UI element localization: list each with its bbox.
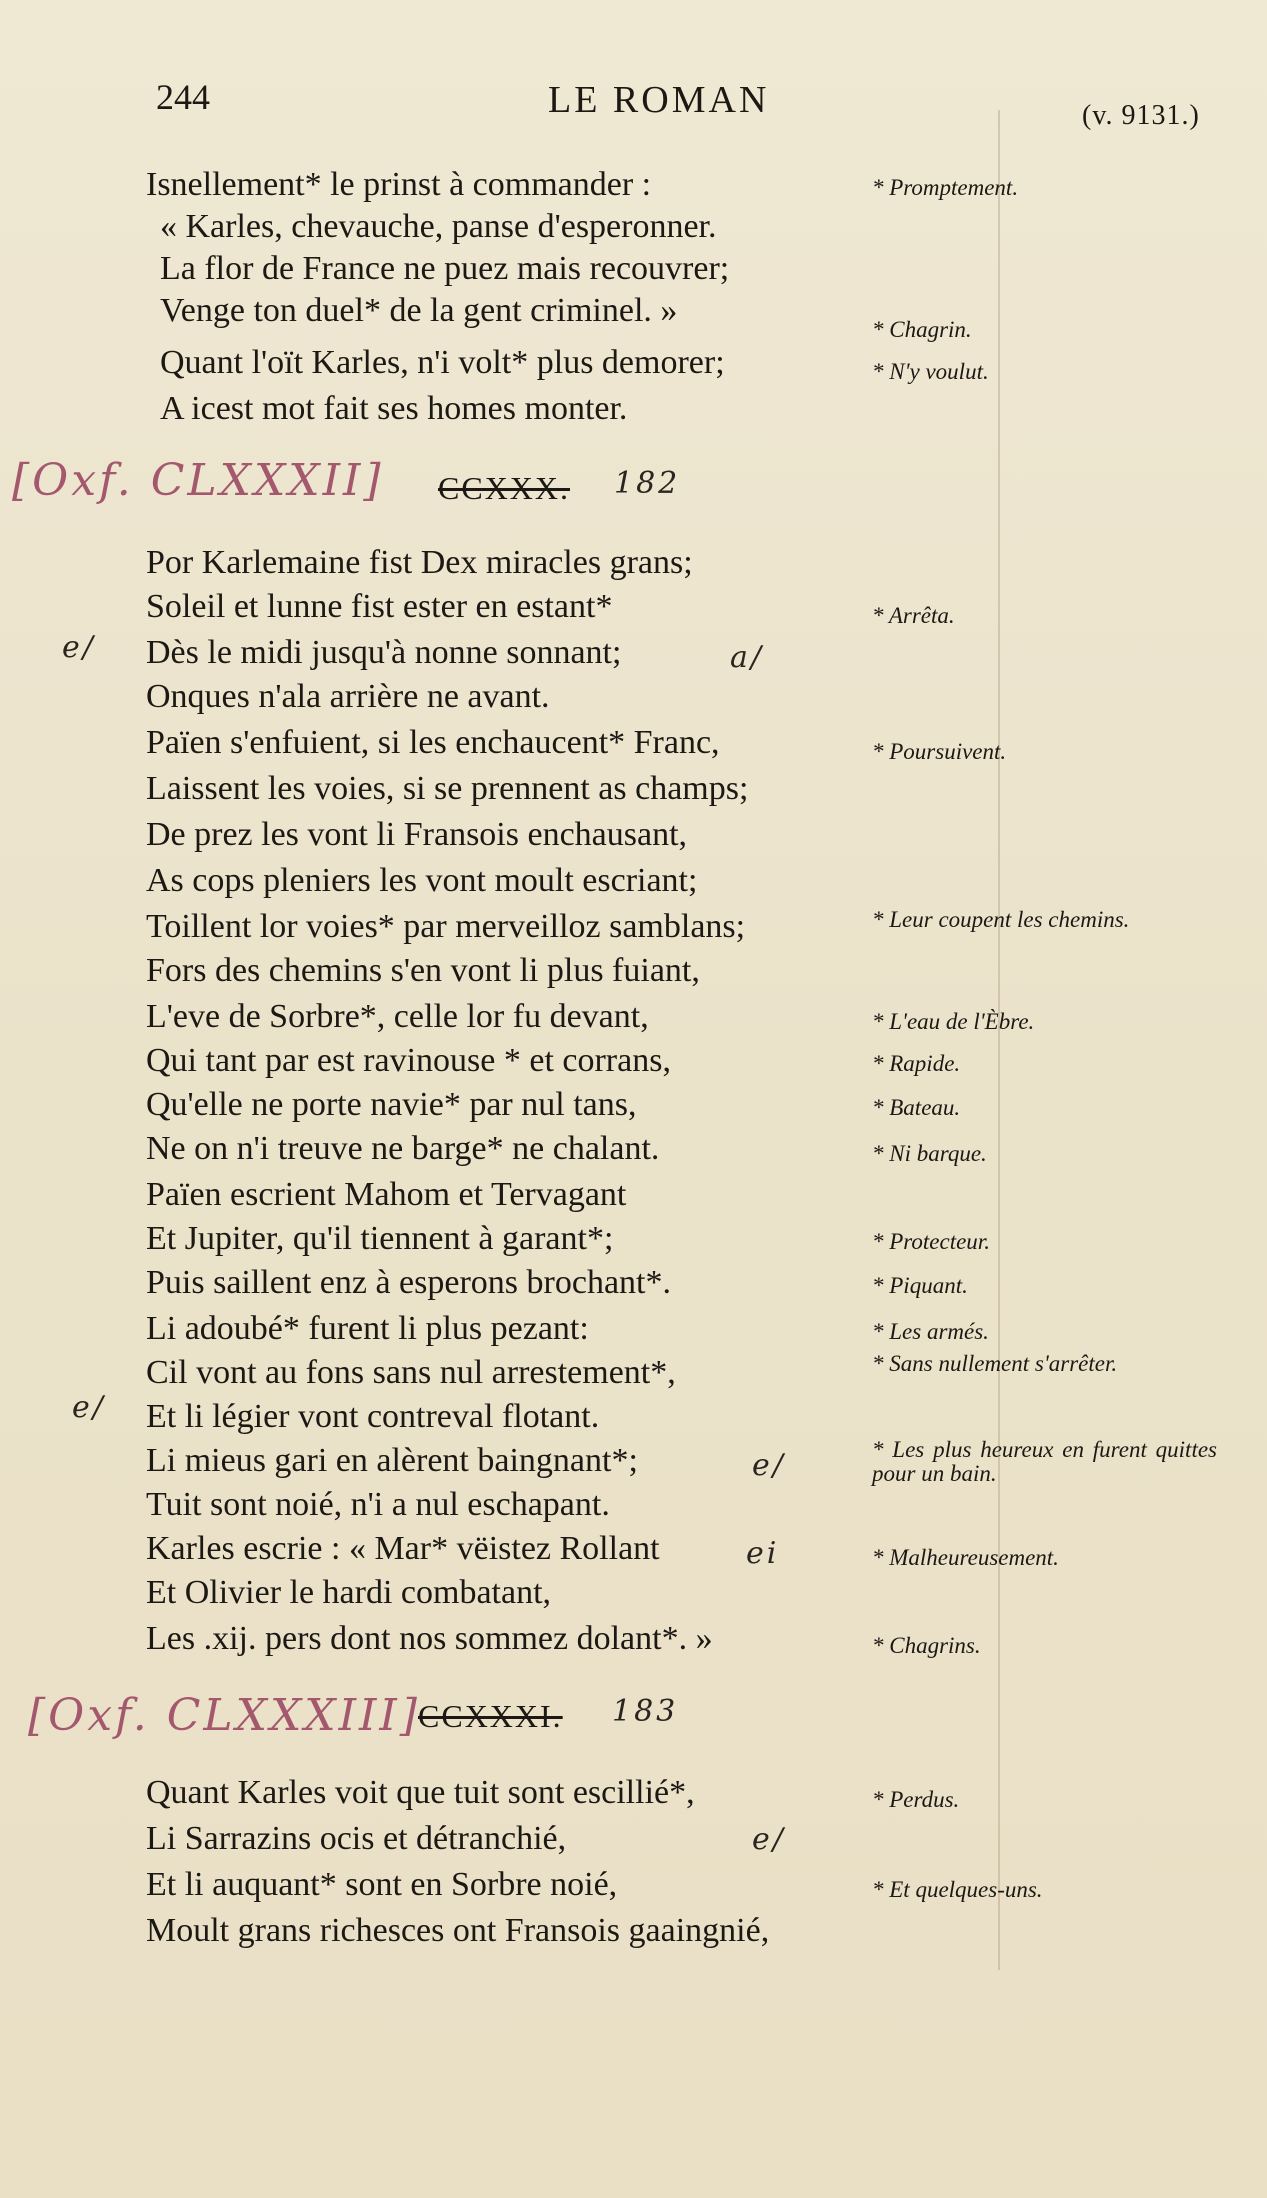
running-title: LE ROMAN: [548, 79, 770, 121]
handwritten-numeral: 182: [614, 466, 681, 501]
stanza-heading: CCXXX.: [438, 470, 571, 506]
gloss: * Arrêta.: [872, 603, 955, 628]
verse-line: Isnellement* le prinst à commander :: [146, 166, 652, 203]
gloss: * Poursuivent.: [872, 739, 1007, 764]
verse-line: Les .xij. pers dont nos sommez dolant*. »: [146, 1620, 713, 1657]
verse-line: A icest mot fait ses homes monter.: [160, 390, 628, 427]
verse-line: Onques n'ala arrière ne avant.: [146, 678, 550, 715]
stanza-heading: CCXXXI.: [418, 1698, 563, 1734]
verse-line: Li adoubé* furent li plus pezant:: [146, 1310, 589, 1347]
verse-line: Qui tant par est ravinouse * et corrans,: [146, 1042, 671, 1079]
margin-mark: e/: [72, 1390, 106, 1425]
gloss: * Bateau.: [872, 1095, 961, 1120]
verse-line: Païen escrient Mahom et Tervagant: [146, 1176, 627, 1213]
margin-mark: a/: [730, 640, 764, 675]
verse-line: Li Sarrazins ocis et détranchié,: [146, 1820, 567, 1857]
verse-line: Et Jupiter, qu'il tiennent à garant*;: [146, 1220, 614, 1257]
gloss: * L'eau de l'Èbre.: [872, 1009, 1035, 1034]
verse-line: Cil vont au fons sans nul arrestement*,: [146, 1354, 676, 1391]
gloss: * Piquant.: [872, 1273, 968, 1298]
verse-line: Païen s'enfuient, si les enchaucent* Franc,: [146, 724, 720, 761]
gloss: * Et quelques-uns.: [872, 1877, 1043, 1902]
verse-line: Fors des chemins s'en vont li plus fuiant,: [146, 952, 700, 989]
verse-line: Venge ton duel* de la gent criminel. »: [160, 292, 678, 329]
margin-mark: ei: [746, 1536, 780, 1571]
verse-line: Tuit sont noié, n'i a nul eschapant.: [146, 1486, 610, 1523]
gloss: * Chagrin.: [872, 317, 972, 342]
gloss: * Rapide.: [872, 1051, 961, 1076]
verse-line: Laissent les voies, si se prennent as champs;: [146, 770, 749, 807]
gloss: * Les plus heureux en furent quittes pour un bain.: [872, 1437, 1217, 1487]
verse-line: Et li auquant* sont en Sorbre noié,: [146, 1866, 618, 1903]
fold-line: [998, 110, 1000, 1970]
gloss: * Perdus.: [872, 1787, 960, 1812]
gloss: * Leur coupent les chemins.: [872, 907, 1130, 932]
verse-line: « Karles, chevauche, panse d'esperonner.: [160, 208, 717, 245]
verse-line: L'eve de Sorbre*, celle lor fu devant,: [146, 998, 649, 1035]
gloss: * Protecteur.: [872, 1229, 990, 1254]
margin-mark: e/: [752, 1822, 786, 1857]
verse-line: Puis saillent enz à esperons brochant*.: [146, 1264, 671, 1301]
gloss: * Ni barque.: [872, 1141, 987, 1166]
gloss: * N'y voulut.: [872, 359, 989, 384]
verse-line: De prez les vont li Fransois enchausant,: [146, 816, 688, 853]
verse-line: Et li légier vont contreval flotant.: [146, 1398, 600, 1435]
margin-mark: e/: [752, 1448, 786, 1483]
gloss: * Promptement.: [872, 175, 1019, 200]
verse-line: Quant Karles voit que tuit sont escillié*,: [146, 1774, 695, 1811]
verse-line: Soleil et lunne fist ester en estant*: [146, 588, 613, 625]
verse-line: As cops pleniers les vont moult escriant;: [146, 862, 698, 899]
verse-line: Toillent lor voies* par merveilloz samblans;: [146, 908, 746, 945]
handwritten-numeral: 183: [612, 1694, 679, 1729]
verse-line: Qu'elle ne porte navie* par nul tans,: [146, 1086, 637, 1123]
gloss: * Chagrins.: [872, 1633, 981, 1658]
verse-line: Quant l'oït Karles, n'i volt* plus demorer;: [160, 344, 725, 381]
verse-line: La flor de France ne puez mais recouvrer;: [160, 250, 730, 287]
gloss: * Les armés.: [872, 1319, 989, 1344]
verse-line: Moult grans richesces ont Fransois gaaingnié,: [146, 1912, 770, 1949]
margin-mark: e/: [62, 630, 96, 665]
handwritten-annotation: [Oxf. CLXXXII]: [12, 455, 384, 506]
verse-line: Karles escrie : « Mar* vëistez Rollant: [146, 1530, 660, 1567]
gloss: * Malheureusement.: [872, 1545, 1059, 1570]
verse-line: Por Karlemaine fist Dex miracles grans;: [146, 544, 693, 581]
verse-line: Li mieus gari en alèrent baingnant*;: [146, 1442, 638, 1479]
verse-line: Et Olivier le hardi combatant,: [146, 1574, 552, 1611]
verse-reference: (v. 9131.): [1082, 100, 1200, 131]
gloss: * Sans nullement s'arrêter.: [872, 1351, 1118, 1376]
verse-line: Ne on n'i treuve ne barge* ne chalant.: [146, 1130, 660, 1167]
handwritten-annotation: [Oxf. CLXXXIII]: [28, 1690, 420, 1741]
verse-line: Dès le midi jusqu'à nonne sonnant;: [146, 634, 622, 671]
page-number: 244: [156, 77, 210, 117]
